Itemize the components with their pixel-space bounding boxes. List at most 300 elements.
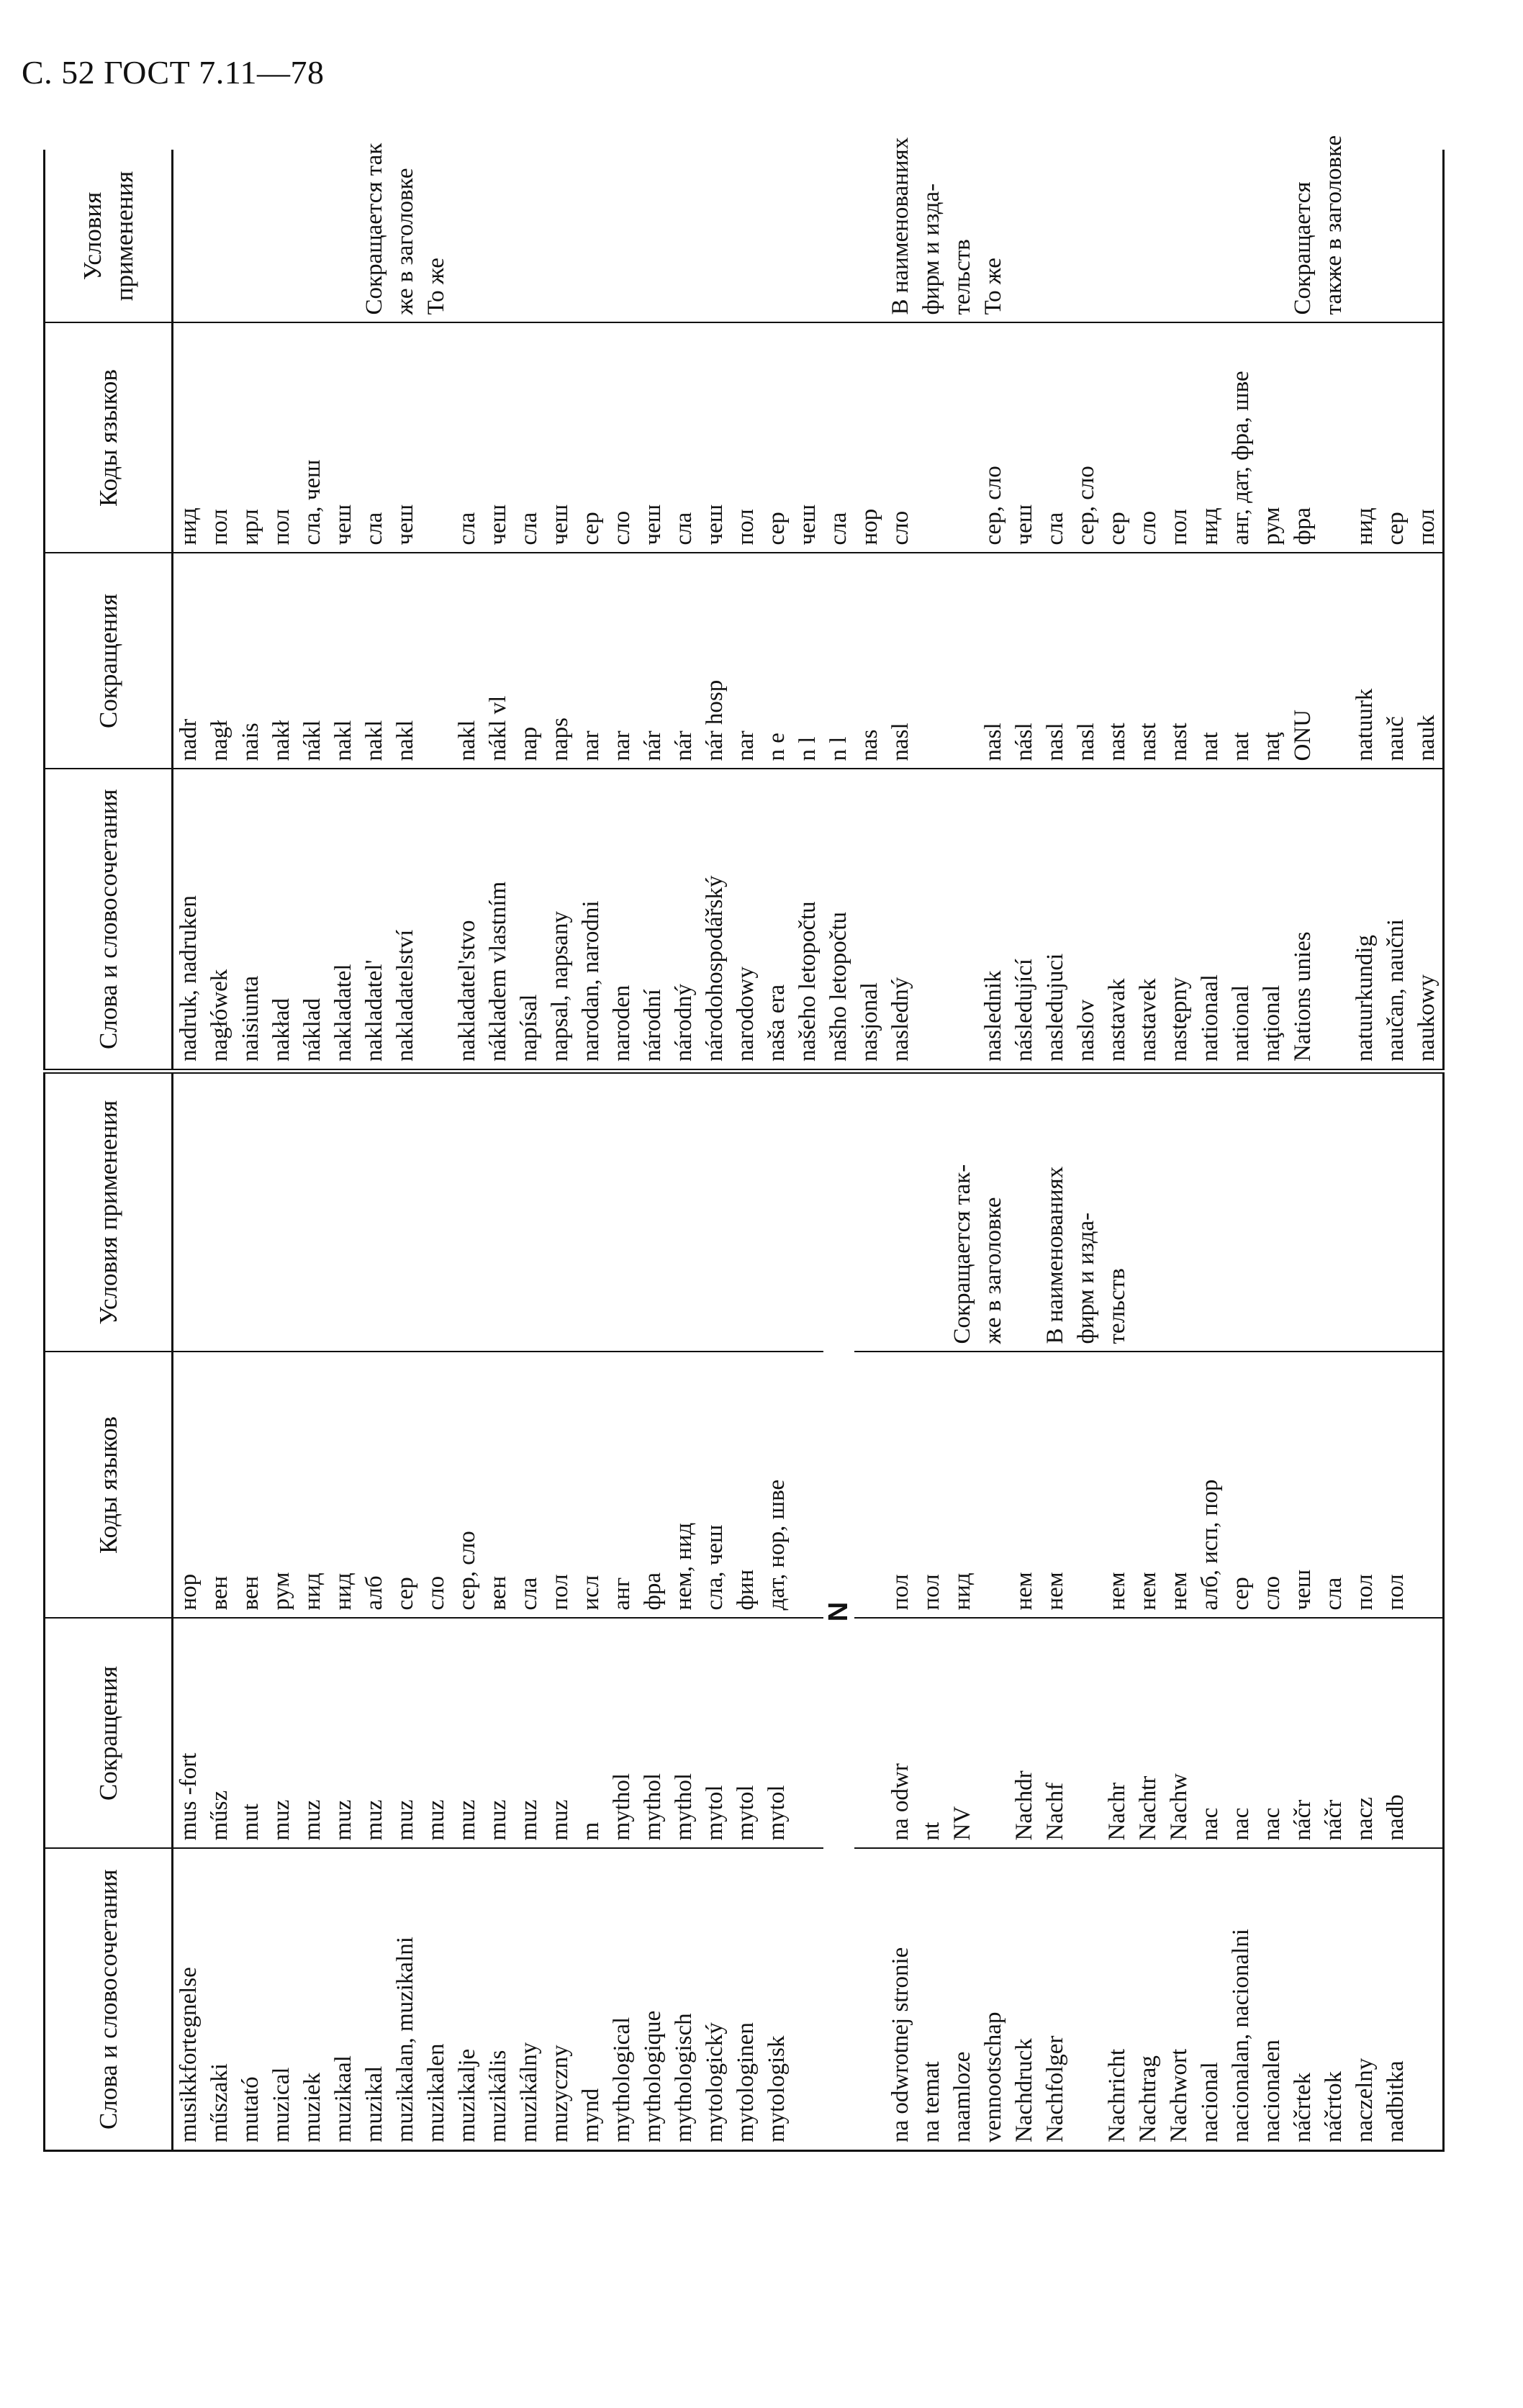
abbrev-cell — [978, 1619, 1009, 1849]
abbrev-cell: muz — [297, 1619, 328, 1849]
abbrev-cell — [421, 553, 452, 769]
abbrev-cell: nast — [1102, 553, 1133, 769]
condition-cell — [638, 1072, 669, 1352]
abbrev-cell: muz — [452, 1619, 483, 1849]
word-cell — [792, 1849, 823, 2151]
abbrev-cell: nac — [1195, 1619, 1226, 1849]
abbrev-cell: nasl — [1040, 553, 1071, 769]
condition-cell — [731, 1072, 762, 1352]
condition-cell — [1195, 150, 1226, 323]
condition-cell: тельств — [1102, 1072, 1133, 1352]
word-cell: nakladatel' — [359, 769, 390, 1072]
condition-cell — [792, 1072, 823, 1352]
condition-cell — [669, 1072, 700, 1352]
word-cell: na temat — [916, 1849, 947, 2151]
word-cell: Nachtrag — [1133, 1849, 1164, 2151]
lang-code-cell: анг, дат, фра, шве — [1226, 323, 1257, 553]
word-cell: vennootschap — [978, 1849, 1009, 2151]
word-cell: naţional — [1257, 769, 1288, 1072]
abbrev-cell: n e — [762, 553, 792, 769]
word-cell: naslednik — [978, 769, 1009, 1072]
condition-cell — [1009, 150, 1040, 323]
abbrev-cell: naps — [545, 553, 576, 769]
condition-cell — [483, 1072, 514, 1352]
abbrev-cell: nákl vl — [483, 553, 514, 769]
word-cell: mytologinen — [731, 1849, 762, 2151]
condition-cell — [173, 150, 205, 323]
lang-code-cell: чеш — [1288, 1352, 1319, 1619]
lang-code-cell: сер, сло — [978, 323, 1009, 553]
condition-cell — [1164, 1072, 1195, 1352]
word-cell: nakladatel — [328, 769, 359, 1072]
abbrev-cell: nas — [854, 553, 885, 769]
word-cell: műszaki — [204, 1849, 235, 2151]
abbrev-cell: mytol — [700, 1619, 731, 1849]
word-cell — [947, 769, 978, 1072]
lang-code-cell: сла — [514, 1352, 545, 1619]
word-cell: muziek — [297, 1849, 328, 2151]
word-cell: Nachricht — [1102, 1849, 1133, 2151]
table-row — [1040, 150, 1071, 2151]
word-cell: Nachdruck — [1009, 1849, 1040, 2151]
abbrev-cell: nar — [576, 553, 607, 769]
condition-cell — [1350, 1072, 1380, 1352]
table-row — [235, 150, 266, 2151]
lang-code-cell: чеш — [483, 323, 514, 553]
table-row — [638, 150, 669, 2151]
abbrev-cell: nauk — [1411, 553, 1444, 769]
lang-code-cell: сло — [1133, 323, 1164, 553]
condition-cell — [854, 150, 885, 323]
lang-code-cell: исл — [576, 1352, 607, 1619]
abbrev-cell: Nachf — [1040, 1619, 1071, 1849]
condition-cell: В наименованиях — [885, 150, 916, 323]
lang-code-cell: нем — [1133, 1352, 1164, 1619]
word-cell: naučan, naučni — [1380, 769, 1411, 1072]
word-cell: muzikal — [359, 1849, 390, 2151]
condition-cell — [1009, 1072, 1040, 1352]
table-row — [266, 150, 297, 2151]
condition-cell — [1257, 150, 1288, 323]
word-cell: nacionalen — [1257, 1849, 1288, 2151]
abbrev-cell: mus -fort — [173, 1619, 205, 1849]
table-row — [328, 150, 359, 2151]
lang-code-cell: пол — [545, 1352, 576, 1619]
lang-code-cell: дат, нор, шве — [762, 1352, 792, 1619]
table-header-row — [45, 150, 173, 2151]
condition-cell — [483, 150, 514, 323]
word-cell: naukowy — [1411, 769, 1444, 1072]
condition-cell — [235, 150, 266, 323]
page-header: С. 52 ГОСТ 7.11—78 — [22, 54, 325, 91]
condition-cell — [854, 1072, 885, 1352]
lang-code-cell: сла — [514, 323, 545, 553]
word-cell: mythologisch — [669, 1849, 700, 2151]
condition-cell — [607, 150, 638, 323]
abbrev-cell: ONU — [1288, 553, 1319, 769]
abbrev-cell: naţ — [1257, 553, 1288, 769]
lang-code-cell — [978, 1352, 1009, 1619]
word-cell: naamloze — [947, 1849, 978, 2151]
condition-cell — [297, 1072, 328, 1352]
lang-code-cell — [421, 323, 452, 553]
word-cell: náklad — [297, 769, 328, 1072]
abbrev-cell: nár hosp — [700, 553, 731, 769]
word-cell: muzikalan, muzikalni — [390, 1849, 421, 2151]
lang-code-cell: сла — [669, 323, 700, 553]
abbrev-cell — [1411, 1619, 1444, 1849]
word-cell: napísal — [514, 769, 545, 1072]
condition-cell: же в заголовке — [390, 150, 421, 323]
table-row — [1288, 150, 1319, 2151]
word-cell: muzikalen — [421, 1849, 452, 2151]
abbrev-cell — [854, 1619, 885, 1849]
word-cell: Nachwort — [1164, 1849, 1195, 2151]
condition-cell — [669, 150, 700, 323]
condition-cell: То же — [978, 150, 1009, 323]
abbrev-cell: nár — [638, 553, 669, 769]
condition-cell — [1226, 1072, 1257, 1352]
lang-code-cell: нем — [1009, 1352, 1040, 1619]
lang-code-cell: нем, нид — [669, 1352, 700, 1619]
abbrev-cell: nakl — [452, 553, 483, 769]
condition-cell — [607, 1072, 638, 1352]
abbrev-cell: mytol — [762, 1619, 792, 1849]
abbrev-cell: nat — [1226, 553, 1257, 769]
table-row — [359, 150, 390, 2151]
lang-code-cell: нор — [854, 323, 885, 553]
abbrev-cell: nais — [235, 553, 266, 769]
column-header: Условия применения — [45, 1072, 173, 1352]
word-cell — [916, 769, 947, 1072]
condition-cell — [1257, 1072, 1288, 1352]
table-row — [916, 150, 947, 2151]
word-cell: muzikális — [483, 1849, 514, 2151]
lang-code-cell: сло — [421, 1352, 452, 1619]
word-cell: národní — [638, 769, 669, 1072]
word-cell: mythological — [607, 1849, 638, 2151]
table-row — [669, 150, 700, 2151]
lang-code-cell: пол — [885, 1352, 916, 1619]
lang-code-cell: вен — [204, 1352, 235, 1619]
abbrev-cell: na odwr — [885, 1619, 916, 1849]
table-row — [204, 150, 235, 2151]
table-row — [1380, 150, 1411, 2151]
condition-cell — [1040, 150, 1071, 323]
abbrev-cell: muz — [545, 1619, 576, 1849]
abbrev-cell: nakl — [390, 553, 421, 769]
abbrev-cell: náčr — [1319, 1619, 1350, 1849]
abbrev-cell: mythol — [669, 1619, 700, 1849]
column-header: Слова и словосочетания — [45, 769, 173, 1072]
condition-cell — [1380, 150, 1411, 323]
abbrev-cell: nasl — [885, 553, 916, 769]
table-row — [1411, 150, 1444, 2151]
lang-code-cell: нем — [1164, 1352, 1195, 1619]
abbrev-cell: nauč — [1380, 553, 1411, 769]
table-row — [700, 150, 731, 2151]
lang-code-cell: сла, чеш — [297, 323, 328, 553]
table-row — [1009, 150, 1040, 2151]
condition-cell — [297, 150, 328, 323]
word-cell: Nachfolger — [1040, 1849, 1071, 2151]
word-cell: nacional — [1195, 1849, 1226, 2151]
lang-code-cell — [1071, 1352, 1102, 1619]
abbrev-cell: muz — [514, 1619, 545, 1849]
abbreviation-table — [43, 135, 1445, 2153]
table-row — [1319, 150, 1350, 2151]
abbrev-cell: muz — [328, 1619, 359, 1849]
lang-code-cell: пол — [1411, 323, 1444, 553]
lang-code-cell — [947, 323, 978, 553]
condition-cell: также в заголовке — [1319, 150, 1350, 323]
word-cell: muzical — [266, 1849, 297, 2151]
abbrev-cell: műsz — [204, 1619, 235, 1849]
lang-code-cell: фин — [731, 1352, 762, 1619]
column-header: Условия применения — [45, 150, 173, 323]
word-cell: našeho letopočtu — [792, 769, 823, 1072]
table-row — [1226, 150, 1257, 2151]
abbrev-cell: nast — [1164, 553, 1195, 769]
table-row — [1195, 150, 1226, 2151]
word-cell: nakład — [266, 769, 297, 1072]
table-row — [1071, 150, 1102, 2151]
lang-code-cell: нем — [1040, 1352, 1071, 1619]
word-cell: mytologisk — [762, 1849, 792, 2151]
abbrev-cell: nákl — [297, 553, 328, 769]
word-cell: nastavek — [1133, 769, 1164, 1072]
table-row — [607, 150, 638, 2151]
column-header: Коды языков — [45, 1352, 173, 1619]
condition-cell — [204, 150, 235, 323]
lang-code-cell: сер — [1102, 323, 1133, 553]
abbrev-cell: muz — [483, 1619, 514, 1849]
column-header: Слова и словосочетания — [45, 1849, 173, 2151]
table-row — [297, 150, 328, 2151]
table-row — [762, 150, 792, 2151]
condition-cell — [1288, 1072, 1319, 1352]
condition-cell — [359, 1072, 390, 1352]
abbrev-cell — [947, 553, 978, 769]
abbrev-cell: Nachtr — [1133, 1619, 1164, 1849]
abbrev-cell: nac — [1257, 1619, 1288, 1849]
lang-code-cell: сла — [823, 323, 854, 553]
abbrev-cell: Nachr — [1102, 1619, 1133, 1849]
condition-cell — [1226, 150, 1257, 323]
word-cell: następny — [1164, 769, 1195, 1072]
word-cell: náčrtek — [1288, 1849, 1319, 2151]
lang-code-cell: сла — [1319, 1352, 1350, 1619]
condition-cell: же в заголовке — [978, 1072, 1009, 1352]
lang-code-cell: чеш — [1009, 323, 1040, 553]
condition-cell — [328, 1072, 359, 1352]
lang-code-cell — [916, 323, 947, 553]
abbrev-cell: nakl — [359, 553, 390, 769]
word-cell: nasjonal — [854, 769, 885, 1072]
condition-cell — [1133, 150, 1164, 323]
word-cell: naczelny — [1350, 1849, 1380, 2151]
condition-cell — [421, 1072, 452, 1352]
lang-code-cell: пол — [731, 323, 762, 553]
lang-code-cell: фра — [638, 1352, 669, 1619]
condition-cell — [1164, 150, 1195, 323]
word-cell: nakladatel'stvo — [452, 769, 483, 1072]
condition-cell — [266, 1072, 297, 1352]
table-row — [1350, 150, 1380, 2151]
table-row — [1133, 150, 1164, 2151]
condition-cell — [1380, 1072, 1411, 1352]
abbrev-cell: nasl — [978, 553, 1009, 769]
word-cell: naslov — [1071, 769, 1102, 1072]
lang-code-cell: рум — [266, 1352, 297, 1619]
word-cell: nadbitka — [1380, 1849, 1411, 2151]
column-header: Коды языков — [45, 323, 173, 553]
table-body — [173, 135, 1444, 2151]
abbrev-cell: mut — [235, 1619, 266, 1849]
table-row — [576, 150, 607, 2151]
lang-code-cell — [1319, 323, 1350, 553]
abbrev-cell — [916, 553, 947, 769]
abbrev-cell: NV — [947, 1619, 978, 1849]
table-row — [823, 150, 854, 2151]
lang-code-cell: нид — [328, 1352, 359, 1619]
condition-cell — [235, 1072, 266, 1352]
table-row — [1257, 150, 1288, 2151]
abbrev-cell: nap — [514, 553, 545, 769]
lang-code-cell: сер — [576, 323, 607, 553]
table-row — [731, 150, 762, 2151]
abbrev-cell: nagł — [204, 553, 235, 769]
word-cell: muzyczny — [545, 1849, 576, 2151]
word-cell: muzikaal — [328, 1849, 359, 2151]
abbrev-cell: nár — [669, 553, 700, 769]
abbrev-cell — [792, 1619, 823, 1849]
condition-cell — [762, 150, 792, 323]
lang-code-cell: сер — [1226, 1352, 1257, 1619]
abbrev-cell: muz — [359, 1619, 390, 1849]
abbrev-cell: nar — [731, 553, 762, 769]
word-cell: nationaal — [1195, 769, 1226, 1072]
table-row — [514, 150, 545, 2151]
word-cell: muzikálny — [514, 1849, 545, 2151]
lang-code-cell: нид — [173, 323, 205, 553]
condition-cell: Сокращается — [1288, 150, 1319, 323]
condition-cell — [266, 150, 297, 323]
lang-code-cell: сер — [390, 1352, 421, 1619]
abbrev-cell: nt — [916, 1619, 947, 1849]
word-cell: národný — [669, 769, 700, 1072]
word-cell: naroden — [607, 769, 638, 1072]
table-row — [854, 150, 885, 2151]
condition-cell — [792, 150, 823, 323]
condition-cell: фирм и изда- — [1071, 1072, 1102, 1352]
condition-cell — [1411, 150, 1444, 323]
lang-code-cell: сла — [1040, 323, 1071, 553]
lang-code-cell: нид — [947, 1352, 978, 1619]
condition-cell — [1411, 1072, 1444, 1352]
word-cell: mytologický — [700, 1849, 731, 2151]
word-cell: national — [1226, 769, 1257, 1072]
abbrev-cell: mytol — [731, 1619, 762, 1849]
lang-code-cell: пол — [204, 323, 235, 553]
condition-cell — [173, 1072, 205, 1352]
lang-code-cell: нид — [297, 1352, 328, 1619]
condition-cell — [731, 150, 762, 323]
table-row — [1164, 150, 1195, 2151]
condition-cell — [545, 1072, 576, 1352]
condition-cell — [1102, 150, 1133, 323]
condition-cell — [823, 150, 854, 323]
lang-code-cell: чеш — [390, 323, 421, 553]
word-cell: naša era — [762, 769, 792, 1072]
condition-cell — [514, 150, 545, 323]
lang-code-cell: алб — [359, 1352, 390, 1619]
word-cell: narodowy — [731, 769, 762, 1072]
abbrev-cell: Nachdr — [1009, 1619, 1040, 1849]
lang-code-cell: сла, чеш — [700, 1352, 731, 1619]
abbrev-cell: nac — [1226, 1619, 1257, 1849]
condition-cell — [328, 150, 359, 323]
word-cell: nacionalan, nacionalni — [1226, 1849, 1257, 2151]
condition-cell — [576, 150, 607, 323]
condition-cell: тельств — [947, 150, 978, 323]
condition-cell — [762, 1072, 792, 1352]
condition-cell: Сокращается так- — [947, 1072, 978, 1352]
table-row — [452, 150, 483, 2151]
lang-code-cell: сло — [1257, 1352, 1288, 1619]
word-cell: natuurkundig — [1350, 769, 1380, 1072]
condition-cell — [452, 1072, 483, 1352]
table-row — [173, 150, 205, 2151]
word-cell: nastavak — [1102, 769, 1133, 1072]
abbrev-cell: n l — [823, 553, 854, 769]
abbrev-cell: n l — [792, 553, 823, 769]
lang-code-cell: чеш — [792, 323, 823, 553]
condition-cell — [545, 150, 576, 323]
condition-cell — [1071, 150, 1102, 323]
word-cell: nákladem vlastním — [483, 769, 514, 1072]
lang-code-cell: фра — [1288, 323, 1319, 553]
condition-cell: То же — [421, 150, 452, 323]
lang-code-cell: сла — [359, 323, 390, 553]
lang-code-cell: чеш — [328, 323, 359, 553]
lang-code-cell: пол — [266, 323, 297, 553]
table-row — [421, 150, 452, 2151]
lang-code-cell: сла — [452, 323, 483, 553]
lang-code-cell: сер, сло — [452, 1352, 483, 1619]
word-cell: nagłówek — [204, 769, 235, 1072]
column-header: Сокращения — [45, 553, 173, 769]
word-cell: nadruk, nadruken — [173, 769, 205, 1072]
lang-code-cell: нид — [1350, 323, 1380, 553]
abbrev-cell: mythol — [607, 1619, 638, 1849]
condition-cell — [885, 1072, 916, 1352]
abbrev-cell: Nachw — [1164, 1619, 1195, 1849]
abbrev-cell: nast — [1133, 553, 1164, 769]
condition-cell — [700, 1072, 731, 1352]
lang-code-cell: пол — [1380, 1352, 1411, 1619]
condition-cell — [390, 1072, 421, 1352]
word-cell: mynd — [576, 1849, 607, 2151]
lang-code-cell: сер — [762, 323, 792, 553]
word-cell: nasledný — [885, 769, 916, 1072]
lang-code-cell: чеш — [638, 323, 669, 553]
word-cell: muzikalje — [452, 1849, 483, 2151]
abbrev-cell: muz — [421, 1619, 452, 1849]
word-cell: následující — [1009, 769, 1040, 1072]
lang-code-cell: вен — [235, 1352, 266, 1619]
condition-cell — [1133, 1072, 1164, 1352]
